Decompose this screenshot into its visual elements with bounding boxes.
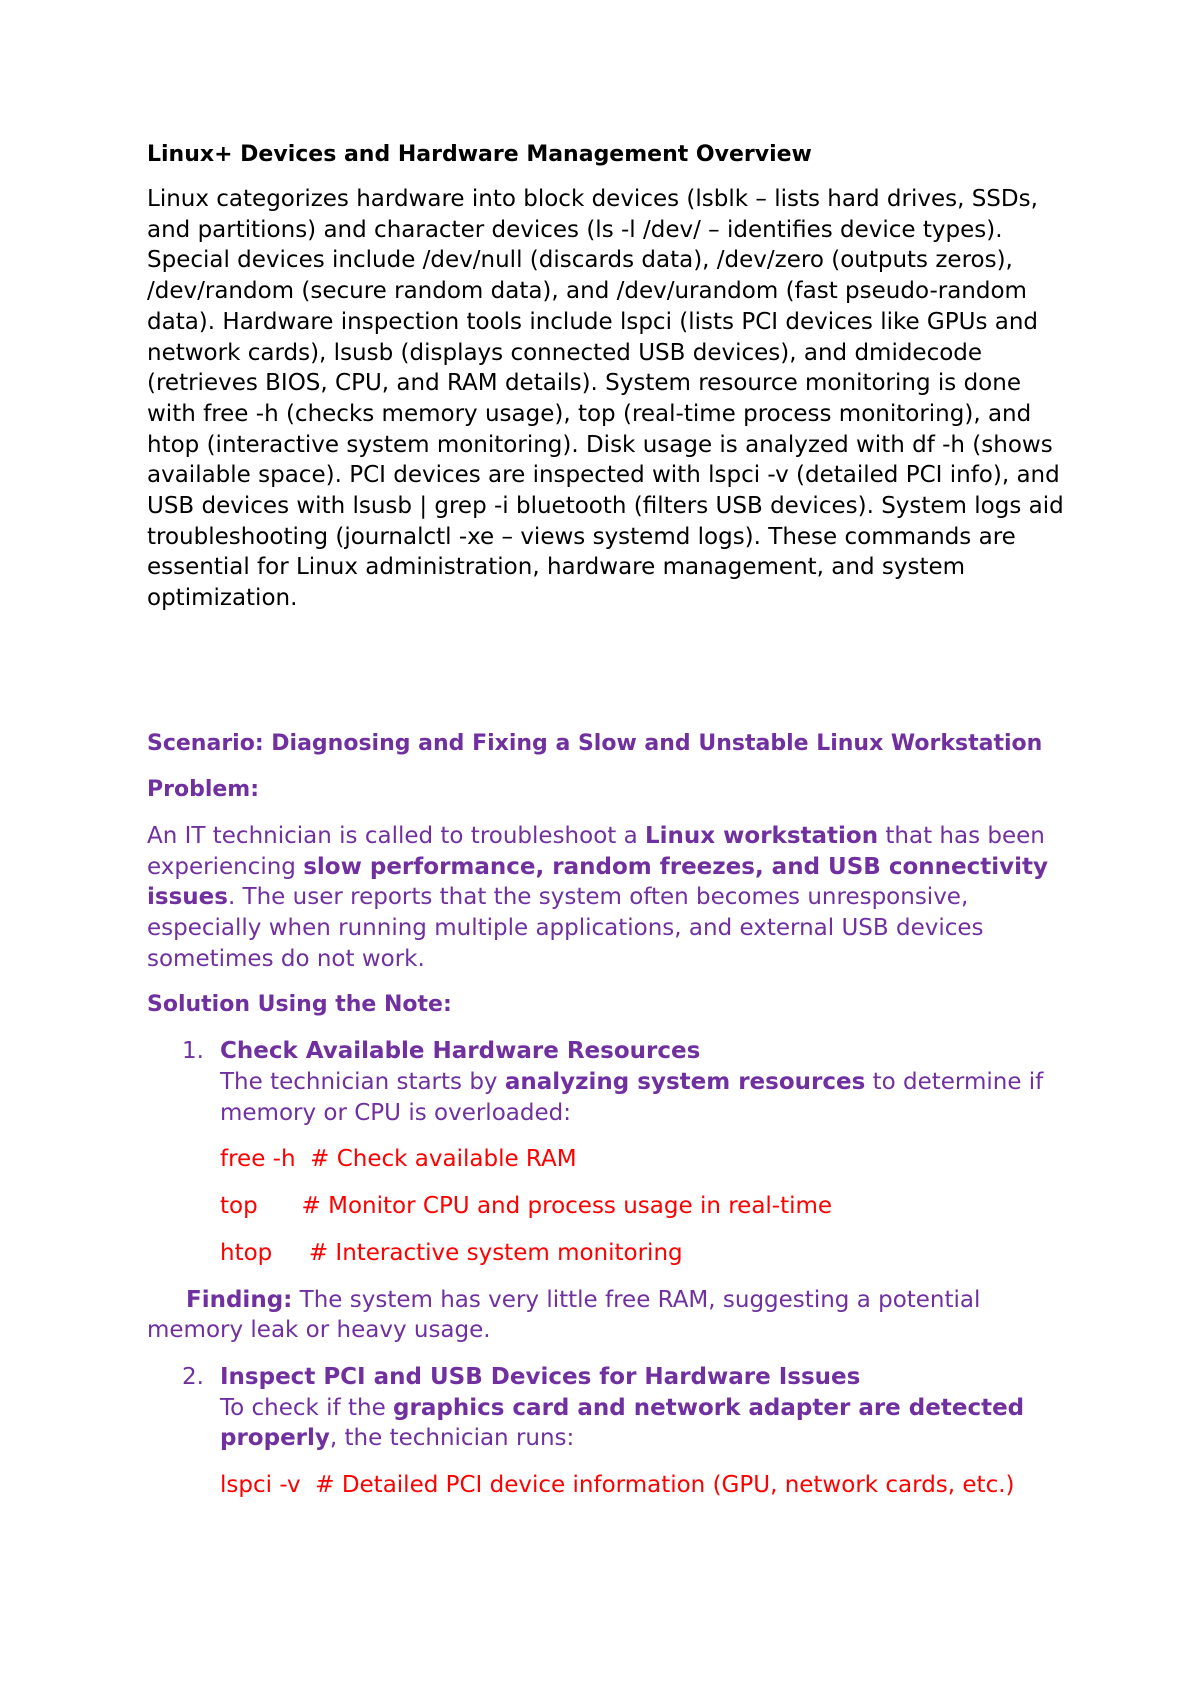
command-free: free -h # Check available RAM [220, 1146, 577, 1173]
step-2-text-1: To check if the [220, 1394, 394, 1421]
overview-title: Linux+ Devices and Hardware Management Overview [147, 142, 812, 167]
scenario-title: Scenario: Diagnosing and Fixing a Slow and Unstable Linux Workstation [147, 730, 1043, 756]
step-1-bold-1: analyzing system resources [504, 1069, 866, 1096]
step-2-bold-1: graphics card and network adapter are detected properly [220, 1394, 1025, 1452]
problem-text-1: An IT technician is called to troubleshoot a [147, 822, 646, 849]
problem-paragraph [147, 821, 1067, 975]
problem-bold-2: slow performance, random freezes, and USB connectivity issues [147, 853, 1048, 911]
finding-text: The system has very little free RAM, suggesting a potential memory leak or heavy usage. [147, 1286, 981, 1344]
step-2-text-2: , the technician runs: [329, 1425, 575, 1452]
overview-paragraph: Linux categorizes hardware into block devices (lsblk – lists hard drives, SSDs, and partitions) and character devices (ls -l /dev/ – identifies device types). Special devices include /dev/null (discards data), /dev/zero (outputs zeros), /dev/random (secure random data), and /dev/urandom (fast pseudo-random data). Hardware inspection tools include lspci (lists PCI devices like GPUs and network cards), lsusb (displays connected USB devices), and dmidecode (retrieves BIOS, CPU, and RAM details). System resource monitoring is done with free -h (checks memory usage), top (real-time process monitoring), and htop (interactive system monitoring). Disk usage is analyzed with df -h (shows available space). PCI devices are inspected with lspci -v (detailed PCI info), and USB devices with lsusb | grep -i bluetooth (filters USB devices). System logs aid troubleshooting (journalctl -xe – views systemd logs). These commands are essential for Linux administration, hardware management, and system optimization. [147, 186, 1064, 612]
step-1-finding [147, 1285, 1067, 1346]
step-1 [147, 1036, 1067, 1128]
document-page [147, 140, 1067, 1517]
step-1-title: Check Available Hardware Resources [220, 1038, 701, 1065]
step-1-text-2: to determine if memory or CPU is overloaded: [220, 1069, 1044, 1126]
step-2-number: 2. [182, 1363, 204, 1390]
step-1-text-1: The technician starts by [220, 1069, 505, 1096]
step-1-number: 1. [182, 1038, 204, 1065]
problem-heading: Problem: [147, 776, 260, 802]
step-1-description [220, 1067, 1067, 1128]
command-htop: htop # Interactive system monitoring [220, 1239, 683, 1266]
step-2-title: Inspect PCI and USB Devices for Hardware Issues [220, 1363, 861, 1390]
step-2 [147, 1362, 1067, 1454]
solution-heading: Solution Using the Note: [147, 992, 452, 1018]
finding-label: Finding: [186, 1286, 293, 1313]
problem-text-3: . The user reports that the system often becomes unresponsive, especially when running multiple applications, and external USB devices sometimes do not work. [147, 884, 984, 972]
problem-bold-1: Linux workstation [645, 822, 879, 849]
command-top: top # Monitor CPU and process usage in real-time [220, 1193, 833, 1220]
problem-text-2: that has been experiencing [147, 822, 1045, 880]
command-lspci: lspci -v # Detailed PCI device information (GPU, network cards, etc.) [220, 1472, 1015, 1499]
step-2-description [220, 1393, 1067, 1454]
